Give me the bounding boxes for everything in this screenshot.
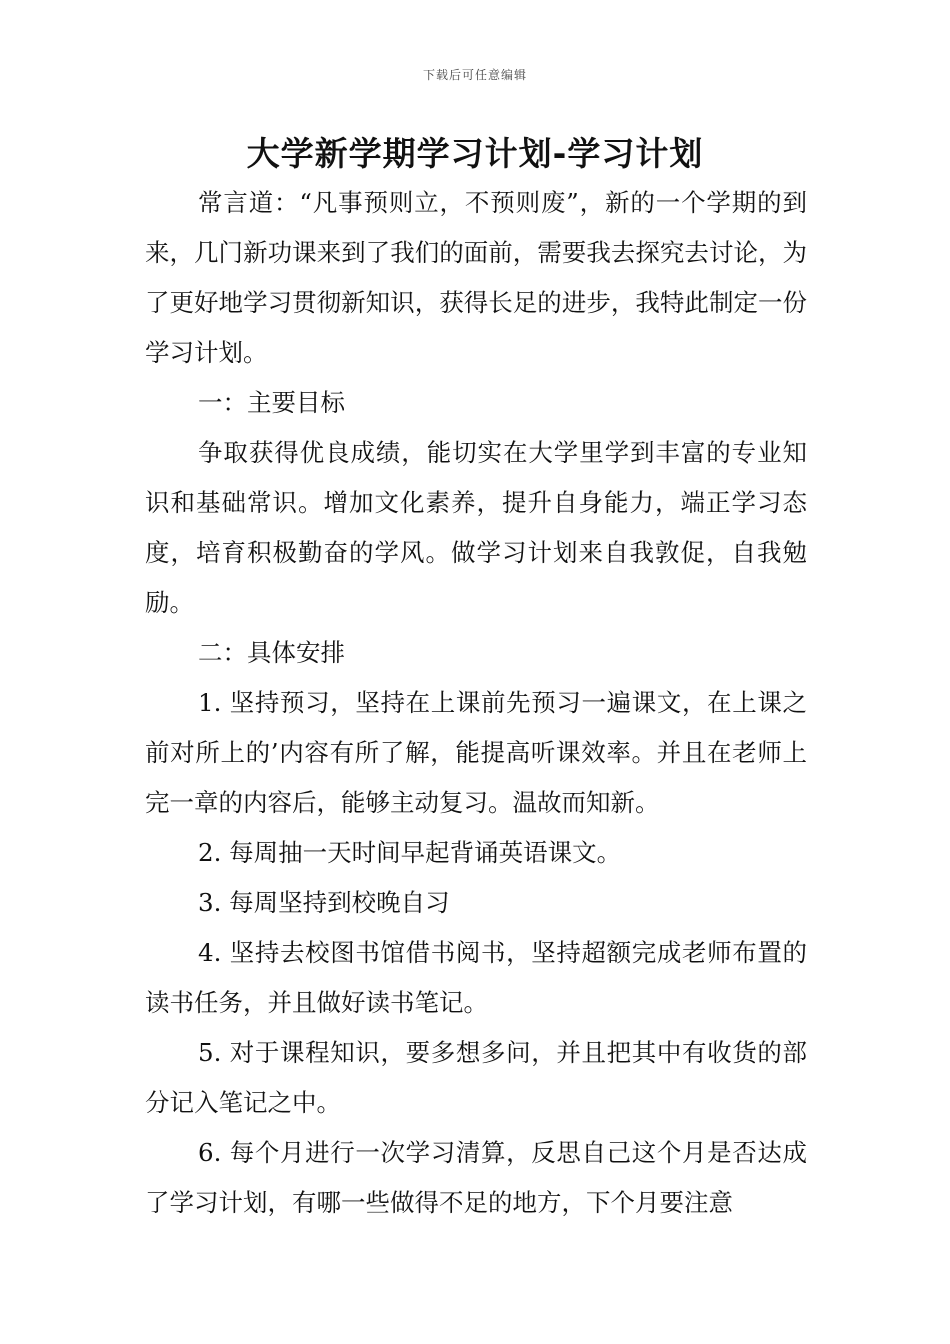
paragraph-goal: 争取获得优良成绩，能切实在大学里学到丰富的专业知识和基础常识。增加文化素养，提升自身能力，端正学习态度，培育积极勤奋的学风。做学习计划来自我敦促，自我勉励。 — [145, 438, 807, 617]
list-item-6: 6. 每个月进行一次学习清算，反思自己这个月是否达成了学习计划，有哪一些做得不足的地方，下个月要注意 — [145, 1138, 807, 1217]
header-note: 下载后可任意编辑 — [422, 68, 527, 82]
heading-arrangement: 二：具体安排 — [198, 638, 345, 667]
list-item-5: 5. 对于课程知识，要多想多问，并且把其中有收货的部分记入笔记之中。 — [145, 1038, 807, 1117]
list-item-1: 1. 坚持预习，坚持在上课前先预习一遍课文，在上课之前对所上的’内容有所了解，能提高听课效率。并且在老师上完一章的内容后，能够主动复习。温故而知新。 — [145, 688, 807, 817]
list-item-2: 2. 每周抽一天时间早起背诵英语课文。 — [198, 838, 622, 867]
heading-main-goal: 一：主要目标 — [198, 388, 345, 417]
document-title: 大学新学期学习计划-学习计划 — [246, 134, 704, 173]
paragraph-intro: 常言道：“凡事预则立，不预则废”，新的一个学期的到来，几门新功课来到了我们的面前，需要我去探究去讨论，为了更好地学习贯彻新知识，获得长足的进步，我特此制定一份学习计划。 — [145, 188, 807, 367]
document-body — [145, 178, 807, 1228]
list-item-3: 3. 每周坚持到校晚自习 — [198, 888, 450, 917]
list-item-4: 4. 坚持去校图书馆借书阅书，坚持超额完成老师布置的读书任务，并且做好读书笔记。 — [145, 938, 807, 1017]
